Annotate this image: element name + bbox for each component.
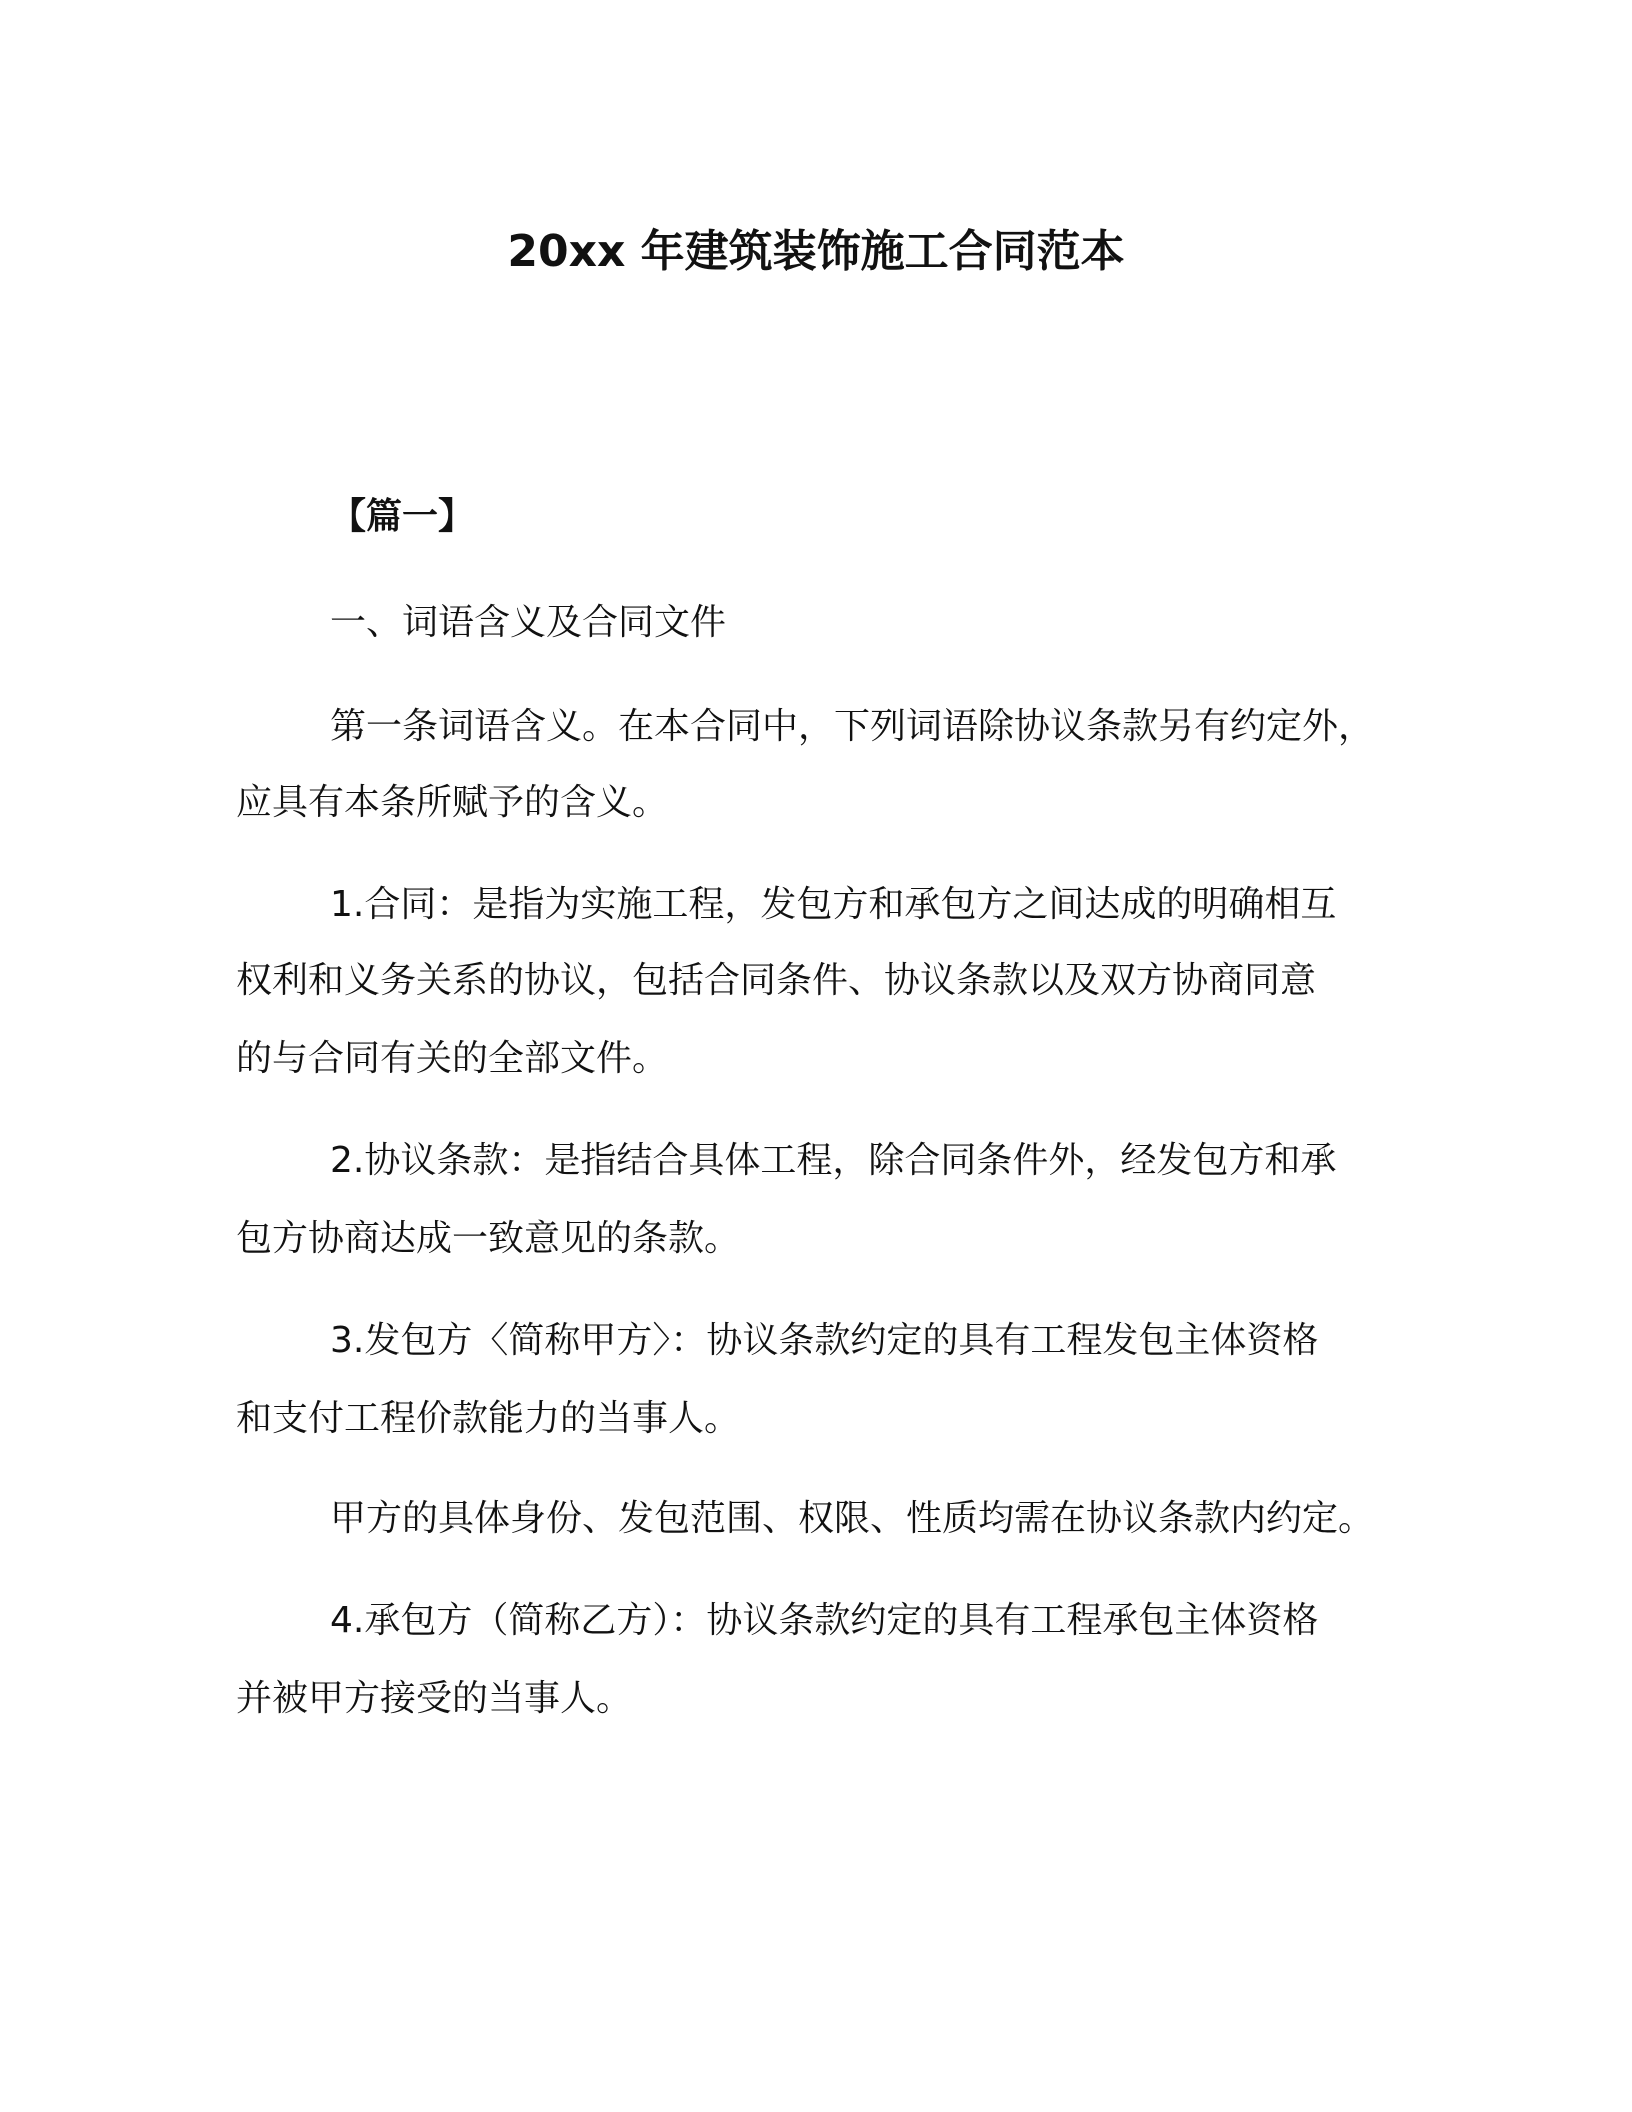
section-label: 【篇一】: [330, 496, 475, 537]
document-title: 20xx 年建筑装饰施工合同范本: [507, 226, 1125, 277]
paragraph-line: 权利和义务关系的协议，包括合同条件、协议条款以及双方协商同意: [236, 960, 1317, 1001]
chapter-heading: 一、词语含义及合同文件: [330, 602, 727, 643]
paragraph-line: 应具有本条所赋予的含义。: [236, 782, 669, 823]
paragraph-line: 第一条词语含义。在本合同中，下列词语除协议条款另有约定外，: [330, 706, 1375, 747]
paragraph-line: 4.承包方（简称乙方）：协议条款约定的具有工程承包主体资格: [330, 1600, 1319, 1641]
item-3-note: 甲方的具体身份、发包范围、权限、性质均需在协议条款内约定。: [330, 1498, 1375, 1539]
paragraph-line: 并被甲方接受的当事人。: [236, 1678, 633, 1719]
paragraph-line: 2.协议条款：是指结合具体工程，除合同条件外，经发包方和承: [330, 1140, 1337, 1181]
paragraph-line: 和支付工程价款能力的当事人。: [236, 1398, 741, 1439]
paragraph-line: 的与合同有关的全部文件。: [236, 1038, 669, 1079]
paragraph-line: 1.合同：是指为实施工程，发包方和承包方之间达成的明确相互: [330, 884, 1337, 925]
paragraph-line: 包方协商达成一致意见的条款。: [236, 1218, 741, 1259]
paragraph-line: 3.发包方〈简称甲方〉：协议条款约定的具有工程发包主体资格: [330, 1320, 1319, 1361]
